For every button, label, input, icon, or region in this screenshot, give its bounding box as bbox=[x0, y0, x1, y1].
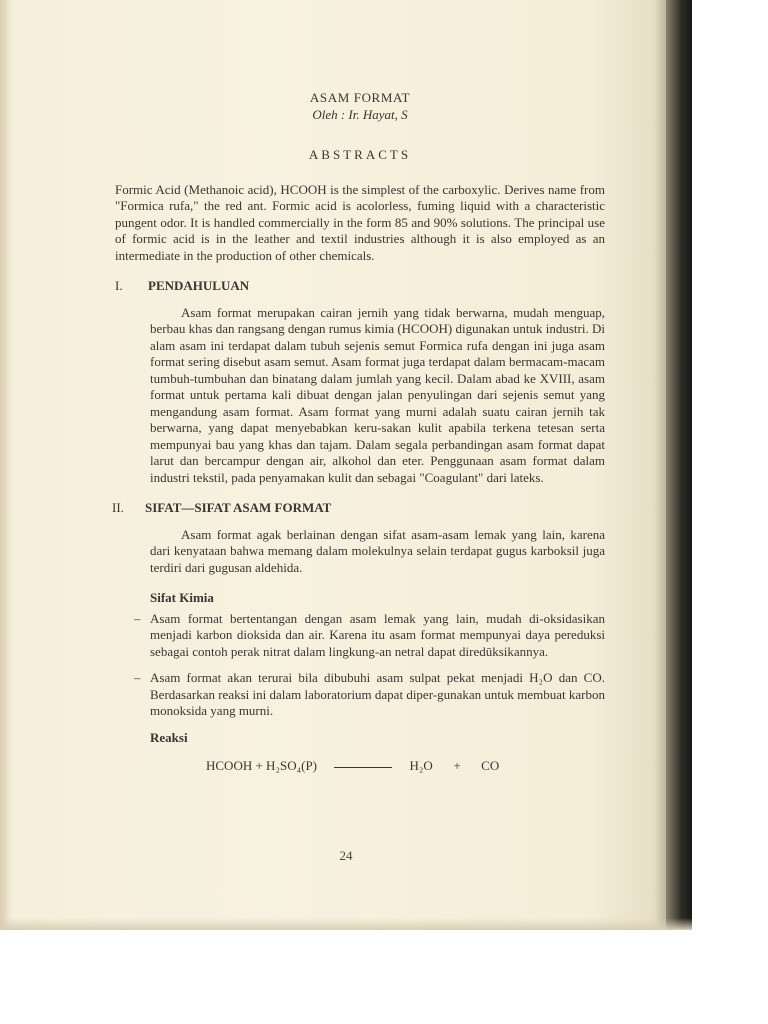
list-item bbox=[134, 670, 605, 720]
page-bottom-edge bbox=[0, 918, 692, 930]
section-body-pendahuluan bbox=[115, 305, 605, 487]
list-item-text: Asam format akan terurai bila dibubuhi asam sulpat pekat menjadi H₂O dan CO. Berdasarkan reaksi ini dalam laboratorium dapat diper-gunakan untuk membuat karbon monoksida yang murni. bbox=[150, 670, 605, 718]
subheading-sifat-kimia: Sifat Kimia bbox=[150, 590, 214, 605]
chemical-equation bbox=[206, 758, 605, 775]
document-author: Oleh : Ir. Hayat, S bbox=[312, 106, 408, 122]
section-heading-sifat bbox=[112, 500, 605, 517]
reaction-arrow bbox=[334, 767, 392, 768]
document-title: ASAM FORMAT bbox=[309, 90, 411, 105]
section-title: SIFAT—SIFAT ASAM FORMAT bbox=[145, 500, 332, 515]
list-item-text: Asam format bertentangan dengan asam lemak yang lain, mudah di-oksidasikan menjadi karbon dioksida dan air. Karena itu asam format mempunyai daya pereduksi sebagai contoh perak nitrat dalam lingkung-an netral dapat diredūksikannya. bbox=[150, 610, 605, 659]
equation-plus: + bbox=[453, 758, 461, 773]
equation-product-co: CO bbox=[481, 758, 500, 773]
section-number: II. bbox=[112, 500, 124, 515]
section-title: PENDAHULUAN bbox=[148, 278, 250, 293]
paragraph: Asam format agak berlainan dengan sifat asam-asam lemak yang lain, karena dari kenyataan bahwa memang dalam molekulnya selain terdapat gugus karboksil juga terdiri dari gugusan aldehida. bbox=[150, 526, 605, 575]
page-content bbox=[112, 90, 605, 775]
equation-product-water: H₂O bbox=[409, 758, 433, 773]
dash-marker: – bbox=[134, 610, 141, 626]
section-body-sifat bbox=[115, 527, 605, 775]
page-number: 24 bbox=[339, 848, 353, 863]
abstracts-heading: ABSTRACTS bbox=[308, 147, 412, 162]
dash-marker: – bbox=[134, 670, 141, 685]
abstract-paragraph: Formic Acid (Methanoic acid), HCOOH is the simplest of the carboxylic. Derives name from "Formica rufa," the red ant. Formic acid is acolorless, fuming liquid with a characteristic pungent odor. It is handled commercially in the form 85 and 90% solutions. The principal use of formic acid is in the leather and textil industries although it is also employed as an intermediate in the production of other chemicals. bbox=[115, 181, 605, 263]
equation-reactants: HCOOH + H₂SO₄(P) bbox=[206, 758, 318, 773]
list-item bbox=[134, 610, 605, 661]
book-spine bbox=[666, 0, 692, 930]
subheading-reaksi: Reaksi bbox=[150, 729, 188, 745]
section-heading-pendahuluan bbox=[115, 278, 605, 295]
paragraph: Asam format merupakan cairan jernih yang tidak berwarna, mudah menguap, berbau khas dan rangsang dengan rumus kimia (HCOOH) digunakan untuk industri. Di alam asam ini terdapat dalam tubuh sejenis semut Formica rufa dengan ini juga asam format sering disebut asam semut. Asam format juga terdapat dalam bermacam-macam tumbuh-tumbuhan dan binatang dalam jumlah yang kecil. Dalam abad ke XVIII, asam format untuk pertama kali dibuat dengan jalan penyulingan dari sejenis semut yang mengandung asam format. Asam format yang murni adalah suatu cairan jernih tak berwarna, yang dapat menyebabkan keru-sakan kulit apabila terkena tetesan serta mempunyai bau yang khas dan tajam. Dalam segala perbandingan asam format dapat larut dan bercampur dengan air, alkohol dan eter. Penggunaan asam format dalam industri tekstil, pada penyamakan kulit dan sebagai "Coagulant" dari lateks. bbox=[150, 304, 605, 485]
section-number: I. bbox=[115, 278, 123, 293]
paper-edge bbox=[0, 0, 10, 930]
